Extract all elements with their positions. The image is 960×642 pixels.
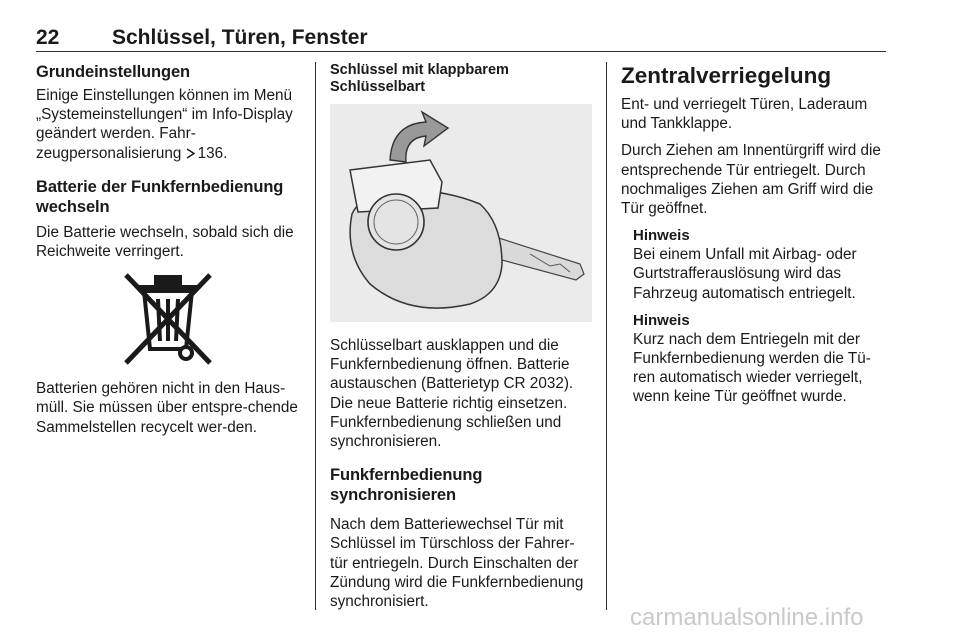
paragraph-disposal: Batterien gehören nicht in den Haus-müll. Sie müssen über entspre-chende Sammelstellen recycelt wer-den. — [36, 380, 298, 436]
note-title: Hinweis — [633, 227, 690, 245]
note-text: Kurz nach dem Entriegeln mit der Funkfernbedienung werden die Tü-ren automatisch wieder verriegelt, wenn keine Tür geöffnet wurde. — [633, 330, 871, 406]
heading-klappschluessel: Schlüssel mit klappbarem Schlüsselbart — [330, 62, 509, 95]
page-header — [36, 26, 886, 52]
page-number: 22 — [36, 26, 60, 49]
note-text: Bei einem Unfall mit Airbag- oder Gurtstrafferauslösung wird das Fahrzeug automatisch entriegelt. — [633, 246, 857, 302]
paragraph-door-handle: Durch Ziehen am Innentürgriff wird die entsprechende Tür entriegelt. Durch nochmaliges Ziehen am Griff wird die Tür geöffnet. — [621, 142, 881, 218]
crossed-out-bin-icon — [118, 269, 218, 367]
note-accident — [633, 226, 887, 303]
paragraph-central-lock: Ent- und verriegelt Türen, Laderaum und Tankklappe. — [621, 96, 868, 133]
header-rule — [36, 51, 886, 52]
note-autolock — [633, 311, 887, 407]
column-divider-1 — [315, 62, 316, 610]
note-title: Hinweis — [633, 311, 690, 329]
heading-zentralverriegelung: Zentralverriegelung — [621, 63, 832, 88]
chapter-title: Schlüssel, Türen, Fenster — [112, 26, 368, 49]
page-reference-arrow-icon[interactable] — [186, 148, 195, 159]
heading-grundeinstellungen: Grundeinstellungen — [36, 63, 191, 81]
key-battery-illustration — [330, 104, 592, 322]
heading-batterie-wechseln: Batterie der Funkfernbedienung wechseln — [36, 177, 284, 216]
column-1 — [36, 62, 300, 445]
heading-synchronisieren: Funkfernbedienung synchronisieren — [330, 466, 483, 505]
watermark: carmanualsonline.info — [630, 604, 864, 631]
paragraph-battery: Die Batterie wechseln, sobald sich die Reichweite verringert. — [36, 223, 294, 261]
paragraph-settings-text: Einige Einstellungen können im Menü „Systemeinstellungen“ im Info-Display geändert werden. Fahr-zeugpersonalisierung — [36, 87, 293, 162]
column-3 — [621, 62, 887, 415]
paragraph-key-battery: Schlüsselbart ausklappen und die Funkfernbedienung öffnen. Batterie austauschen (Batterietyp CR 2032). Die neue Batterie richtig einsetzen. Funkfernbedienung schließen und synchronisieren. — [330, 337, 574, 451]
paragraph-sync: Nach dem Batteriewechsel Tür mit Schlüssel im Türschloss der Fahrer-tür entriegeln. Durch Einschalten der Zündung wird die Funkfernbedienung synchronisiert. — [330, 516, 584, 611]
page-reference-link[interactable]: 136. — [197, 144, 228, 162]
column-divider-2 — [606, 62, 607, 610]
paragraph-settings — [36, 86, 300, 163]
weee-symbol — [36, 269, 300, 367]
column-2 — [330, 62, 592, 619]
